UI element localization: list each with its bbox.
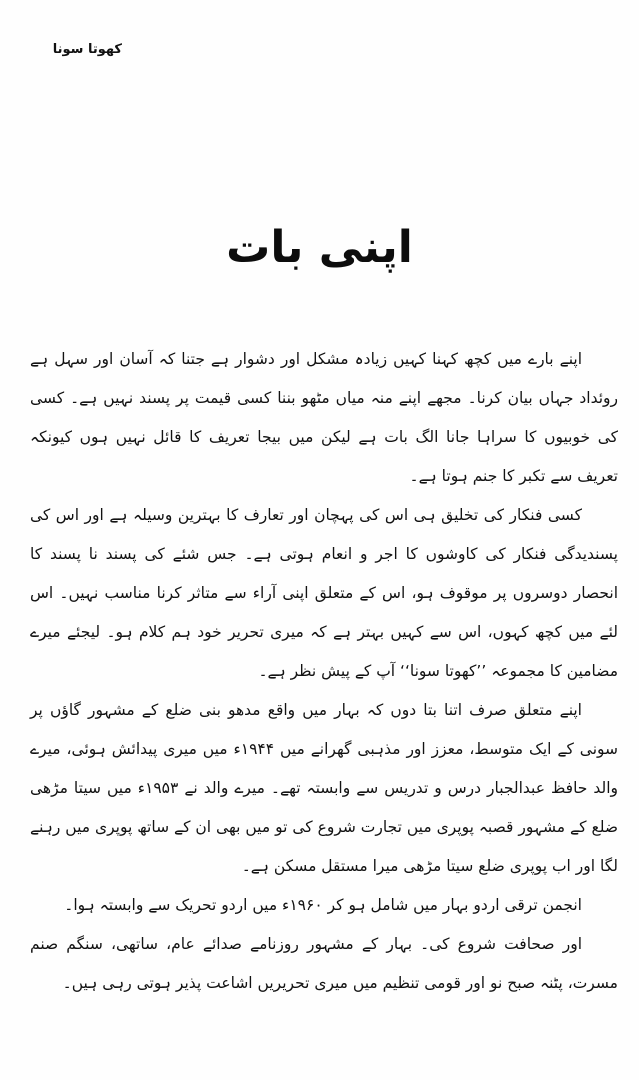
paragraph-5: اور صحافت شروع کی۔ بہار کے مشہور روزنامے صدائے عام، ساتھی، سنگم صنم مسرت، پٹنہ صبح نو اور قومی تنظیم میں میری تحریریں اشاعت پذیر ہوتی رہی ہیں۔	[30, 935, 618, 992]
body-text	[30, 340, 618, 1003]
running-header: کھوتا سونا	[52, 42, 122, 57]
paragraph-4: انجمن ترقی اردو بہار میں شامل ہو کر ۱۹۶۰ء میں اردو تحریک سے وابستہ ہوا۔	[64, 896, 582, 914]
paragraph-2: کسی فنکار کی تخلیق ہی اس کی پہچان اور تعارف کا بہترین وسیلہ ہے اور اس کی پسندیدگی فنکار کی کاوشوں کا اجر و انعام ہوتی ہے۔ جس شئے کی پسند نا پسند کا انحصار دوسروں پر موقوف ہو، اس کے متعلق اپنی آراء سے متاثر کرنا مناسب نہیں۔ اس لئے میں کچھ کہوں، اس سے کہیں بہتر ہے کہ میری تحریر خود ہم کلام ہو۔ لیجئے میرے مضامین کا مجموعہ ’’کھوتا سونا‘‘ آپ کے پیش نظر ہے۔	[30, 506, 618, 680]
paragraph-1: اپنے بارے میں کچھ کہنا کہیں زیادہ مشکل اور دشوار ہے جتنا کہ آسان اور سہل ہے روئداد جہاں بیان کرنا۔ مجھے اپنے منہ میاں مٹھو بننا کسی قیمت پر پسند نہیں ہے۔ کسی کی خوبیوں کا سراہا جانا الگ بات ہے لیکن میں بیجا تعریف کا قائل نہیں ہوں کیونکہ تعریف سے تکبر کا جنم ہوتا ہے۔	[30, 350, 618, 485]
page-title: اپنی بات	[226, 222, 413, 273]
paragraph-3: اپنے متعلق صرف اتنا بتا دوں کہ بہار میں واقع مدھو بنی ضلع کے مشہور گاؤں پر سونی کے ایک متوسط، معزز اور مذہبی گھرانے میں ۱۹۴۴ء میں میری پیدائش ہوئی، میرے والد حافظ عبدالجبار درس و تدریس سے وابستہ تھے۔ میرے والد نے ۱۹۵۳ء میں سیتا مڑھی ضلع کے مشہور قصبہ پوپری میں تجارت شروع کی تو میں بھی ان کے ساتھ پوپری میں رہنے لگا اور اب پوپری ضلع سیتا مڑھی میرا مستقل مسکن ہے۔	[30, 701, 618, 875]
